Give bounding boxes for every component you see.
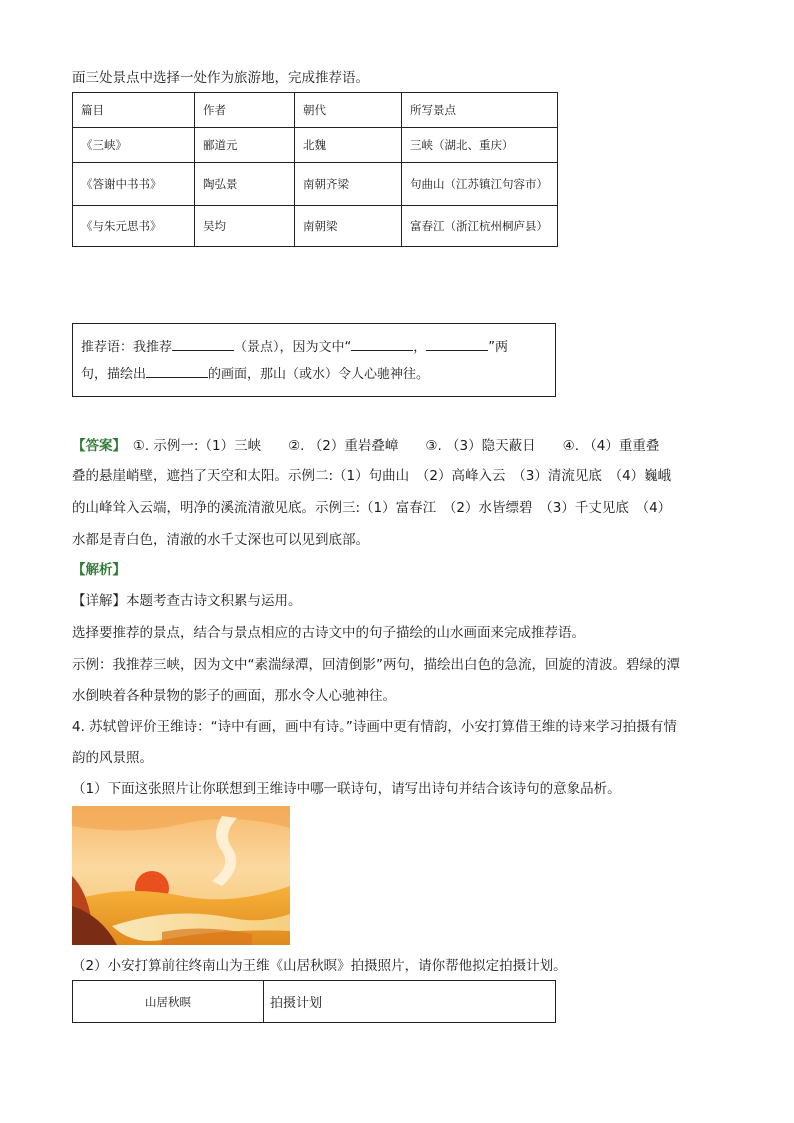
cell: 北魏	[295, 128, 402, 163]
analysis-tag: 【解析】	[72, 562, 126, 578]
rec-text: 的画面，那山（或水）令人心驰神往。	[208, 367, 430, 382]
shooting-plan-table	[72, 980, 556, 1023]
cell: 《与朱元思书》	[73, 206, 195, 247]
cell: 南朝齐梁	[295, 163, 402, 206]
cell: 《三峡》	[73, 128, 195, 163]
cell: 南朝梁	[295, 206, 402, 247]
table-header-row	[73, 93, 558, 128]
answer-line-1	[72, 436, 659, 456]
q4-line-2: 韵的风景照。	[72, 750, 153, 766]
cell: 句曲山（江苏镇江句容市）	[402, 163, 558, 206]
header-dynasty: 朝代	[295, 93, 402, 128]
detail-line	[72, 591, 302, 611]
rec-text: 推荐语：我推荐	[81, 340, 173, 355]
rec-text: ，	[413, 340, 427, 355]
cell: 《答谢中书书》	[73, 163, 195, 206]
sunset-landscape-photo	[72, 806, 290, 945]
q4-line-1: 4. 苏轼曾评价王维诗：“诗中有画，画中有诗。”诗画中更有情韵，小安打算借王维的诗来学习拍摄有情	[72, 719, 677, 735]
answer-line-4: 水都是青白色，清澈的水千丈深也可以见到底部。	[72, 532, 369, 548]
plan-cell[interactable]: 拍摄计划	[264, 981, 556, 1023]
blank-line1[interactable]	[351, 336, 413, 351]
blank-spot[interactable]	[172, 336, 234, 351]
analysis-p1: 选择要推荐的景点，结合与景点相应的古诗文中的句子描绘的山水画面来完成推荐语。	[72, 625, 585, 641]
cell: 富春江（浙江杭州桐庐县）	[402, 206, 558, 247]
scenic-spots-table	[72, 92, 558, 247]
table-row	[73, 163, 558, 206]
q4-sub1: （1）下面这张照片让你联想到王维诗中哪一联诗句，请写出诗句并结合该诗句的意象品析。	[72, 781, 621, 797]
answer-tag: 【答案】	[72, 438, 120, 454]
answer-line-3: 的山峰耸入云端，明净的溪流清澈见底。示例三:（1）富春江 （2）水皆缥碧 （3）千丈见底 （4）	[72, 500, 672, 516]
answer-text: ①. 示例一:（1）三峡 ②. （2）重岩叠嶂 ③. （3）隐天蔽日 ④. （4）重重叠	[132, 438, 660, 454]
table-row	[73, 981, 556, 1023]
table-row	[73, 206, 558, 247]
rec-text: （景点），因为文中“	[234, 340, 352, 355]
blank-scene[interactable]	[146, 363, 208, 378]
q4-sub2: （2）小安打算前往终南山为王维《山居秋暝》拍摄照片，请你帮他拟定拍摄计划。	[72, 958, 567, 974]
cell: 三峡（湖北、重庆）	[402, 128, 558, 163]
analysis-p2b: 水倒映着各种景物的影子的画面，那水令人心驰神往。	[72, 688, 396, 704]
answer-line-2: 叠的悬崖峭壁，遮挡了天空和太阳。示例二:（1）句曲山 （2）高峰入云 （3）清流见底 （4）巍峨	[72, 468, 672, 484]
header-spot: 所写景点	[402, 93, 558, 128]
header-title: 篇目	[73, 93, 195, 128]
rec-text: 句，描绘出	[81, 367, 147, 382]
blank-line2[interactable]	[426, 336, 488, 351]
table-row	[73, 128, 558, 163]
detail-text: 本题考查古诗文积累与运用。	[126, 593, 302, 609]
cell: 郦道元	[195, 128, 295, 163]
cell: 吴均	[195, 206, 295, 247]
poem-title-cell: 山居秋暝	[73, 981, 264, 1023]
analysis-p2a: 示例：我推荐三峡，因为文中“素湍绿潭，回清倒影”两句，描绘出白色的急流，回旋的清波。碧绿的潭	[72, 657, 680, 673]
rec-text: ”两	[488, 340, 509, 355]
header-author: 作者	[195, 93, 295, 128]
recommendation-box	[72, 323, 556, 397]
cell: 陶弘景	[195, 163, 295, 206]
intro-line: 面三处景点中选择一处作为旅游地，完成推荐语。	[72, 70, 369, 86]
detail-tag: 【详解】	[72, 593, 126, 609]
